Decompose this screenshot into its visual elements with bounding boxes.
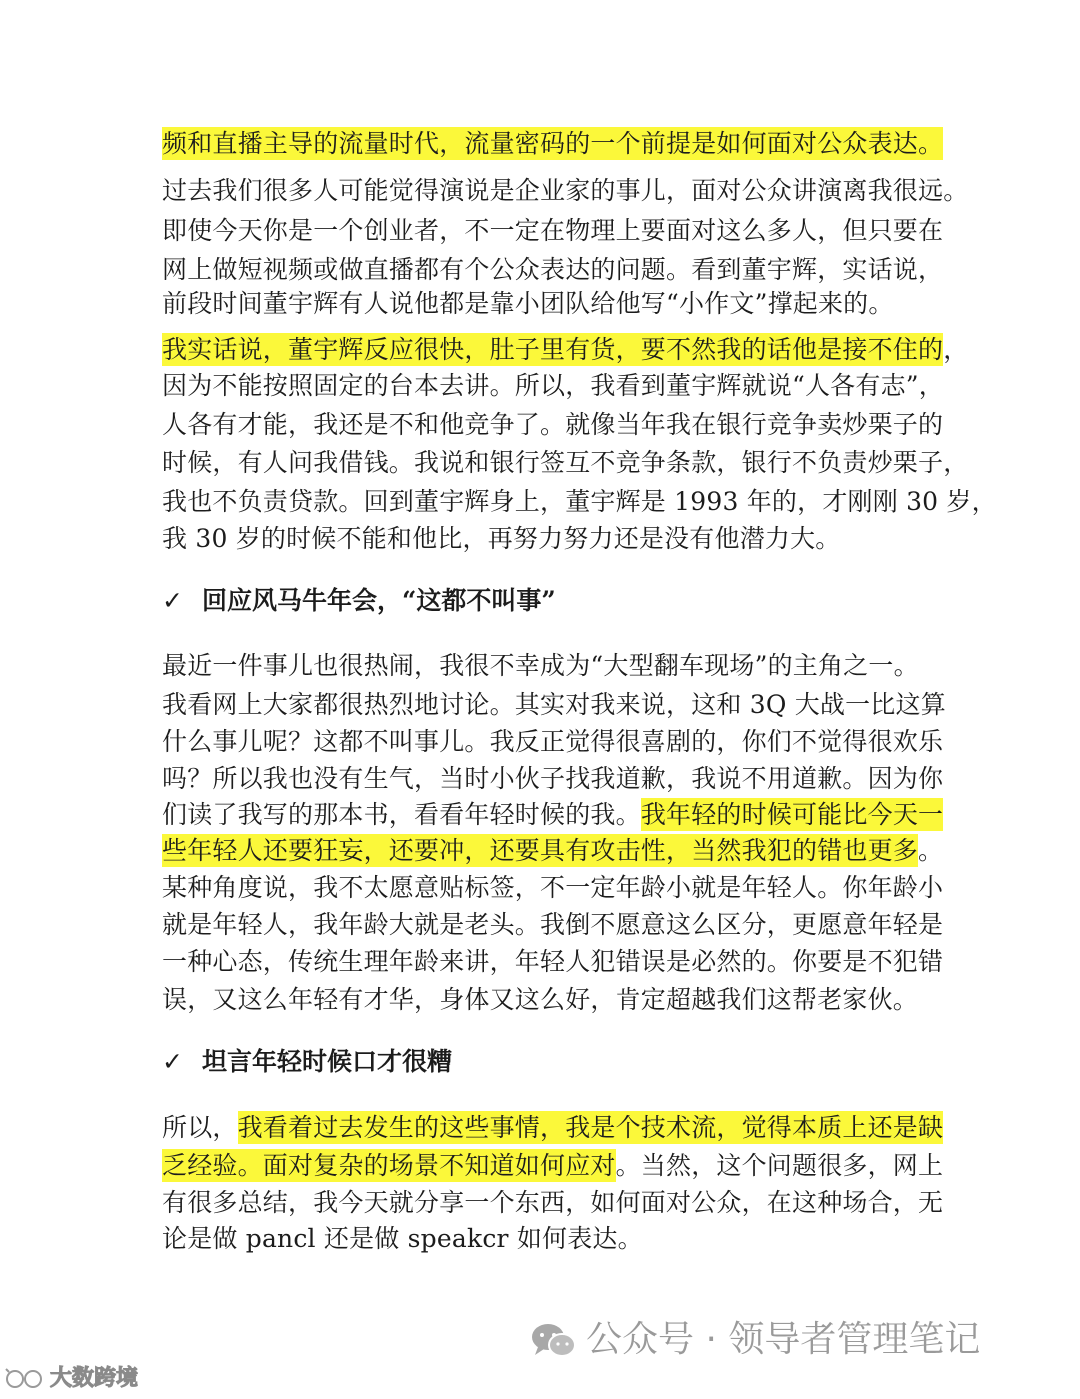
paragraph-line: 我也不负责贷款。回到董宇辉身上，董宇辉是 1993 年的，才刚刚 30 岁，	[162, 487, 997, 516]
paragraph-line: 前段时间董宇辉有人说他都是靠小团队给他写“小作文”撑起来的。	[162, 289, 894, 318]
paragraph-line	[162, 124, 943, 164]
paragraph-line	[162, 1108, 943, 1148]
paragraph-line: 因为不能按照固定的台本去讲。所以，我看到董宇辉就说“人各有志”，	[162, 371, 944, 400]
plain-text: 们读了我写的那本书，看看年轻时候的我。	[162, 800, 641, 829]
paragraph-line: 时候，有人问我借钱。我说和银行签互不竞争条款，银行不负责炒栗子，	[162, 448, 969, 477]
paragraph-line: 误，又这么年轻有才华，身体又这么好，肯定超越我们这帮老家伙。	[162, 985, 919, 1014]
highlighted-text: 我看着过去发生的这些事情，我是个技术流，觉得本质上还是缺	[237, 1113, 944, 1142]
section-heading	[162, 583, 556, 619]
paragraph-line	[162, 831, 943, 871]
checkmark-icon: ✓	[162, 586, 183, 615]
paragraph-line: 有很多总结，我今天就分享一个东西，如何面对公众，在这种场合，无	[162, 1188, 944, 1217]
section-heading	[162, 1044, 452, 1080]
paragraph-line: 论是做 pancl 还是做 speakcr 如何表达。	[162, 1224, 643, 1253]
paragraph-line: 就是年轻人，我年龄大就是老头。我倒不愿意这么区分，更愿意年轻是	[162, 910, 944, 939]
corner-watermark-text: 大数跨境	[50, 1366, 139, 1391]
paragraph-line: 最近一件事儿也很热闹，我很不幸成为“大型翻车现场”的主角之一。	[162, 651, 919, 680]
plain-text: 所以，	[162, 1113, 238, 1142]
paragraph-line: 过去我们很多人可能觉得演说是企业家的事儿，面对公众讲演离我很远。	[162, 176, 969, 205]
plain-text: ，	[943, 335, 969, 364]
section-title: 回应风马牛年会，“这都不叫事”	[202, 586, 556, 615]
paragraph-line	[162, 330, 968, 370]
paragraph-line: 某种角度说，我不太愿意贴标签，不一定年龄小就是年轻人。你年龄小	[162, 873, 944, 902]
paragraph-line	[162, 1146, 943, 1186]
highlighted-text: 些年轻人还要狂妄，还要冲，还要具有攻击性，当然我犯的错也更多	[162, 836, 919, 865]
paragraph-line: 一种心态，传统生理年龄来讲，年轻人犯错误是必然的。你要是不犯错	[162, 947, 944, 976]
paragraph-line: 网上做短视频或做直播都有个公众表达的问题。看到董宇辉，实话说，	[162, 255, 944, 284]
plain-text: 。当然，这个问题很多，网上	[615, 1151, 944, 1180]
section-title: 坦言年轻时候口才很糟	[202, 1047, 453, 1076]
highlighted-text: 我实话说，董宇辉反应很快，肚子里有货，要不然我的话他是接不住的	[162, 335, 944, 364]
paragraph-line: 即使今天你是一个创业者，不一定在物理上要面对这么多人，但只要在	[162, 216, 944, 245]
highlighted-text: 我年轻的时候可能比今天一	[640, 800, 944, 829]
corner-watermark	[4, 1364, 138, 1394]
paragraph-line: 什么事儿呢？这都不叫事儿。我反正觉得很喜剧的，你们不觉得很欢乐	[162, 727, 944, 756]
checkmark-icon: ✓	[162, 1047, 183, 1076]
brand-logo-icon	[4, 1368, 48, 1390]
paragraph-line: 我 30 岁的时候不能和他比，再努力努力还是没有他潜力大。	[162, 524, 841, 553]
highlighted-text: 频和直播主导的流量时代，流量密码的一个前提是如何面对公众表达。	[162, 129, 944, 158]
watermark-text: 公众号 · 领导者管理笔记	[586, 1319, 981, 1360]
paragraph-line: 我看网上大家都很热烈地讨论。其实对我来说，这和 3Q 大战一比这算	[162, 690, 946, 719]
wechat-watermark	[530, 1312, 980, 1368]
paragraph-line	[162, 795, 943, 835]
plain-text: 。	[918, 836, 944, 865]
highlighted-text: 乏经验。面对复杂的场景不知道如何应对	[162, 1151, 616, 1180]
wechat-icon	[530, 1321, 578, 1361]
paragraph-line: 吗？所以我也没有生气，当时小伙子找我道歉，我说不用道歉。因为你	[162, 764, 944, 793]
paragraph-line: 人各有才能，我还是不和他竞争了。就像当年我在银行竞争卖炒栗子的	[162, 410, 944, 439]
